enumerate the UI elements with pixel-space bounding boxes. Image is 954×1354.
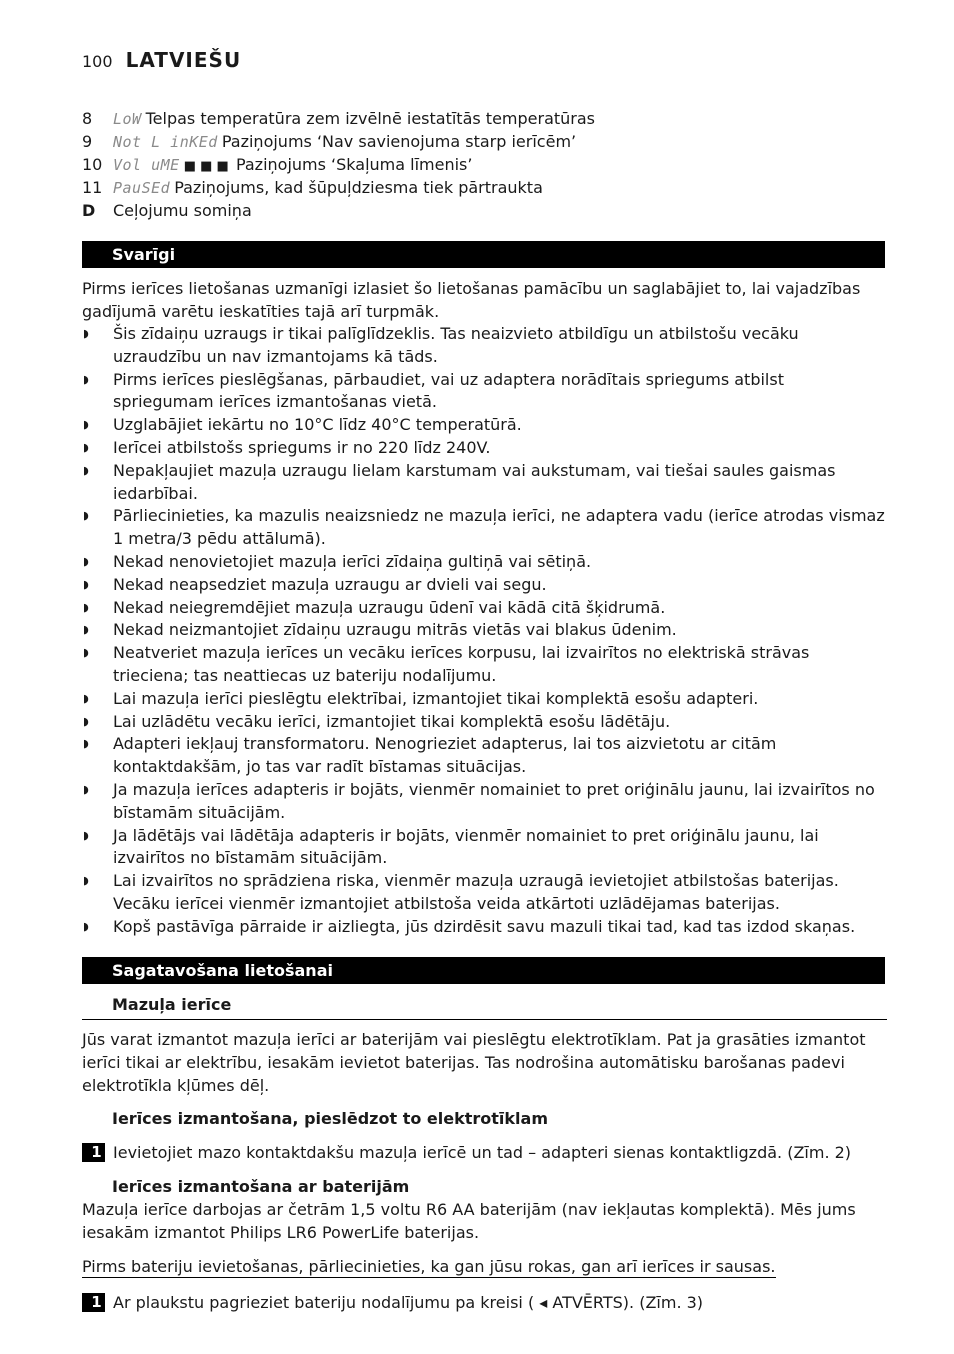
step-battery: [82, 1291, 882, 1314]
lcd-text: Not L inKEd: [113, 133, 218, 151]
bullet-marker-icon: ◗: [83, 554, 89, 568]
bullet-marker-icon: ◗: [83, 874, 89, 888]
step-text: Ar plaukstu pagrieziet bateriju nodalījumu pa kreisi ( ◂ ATVĒRTS). (Zīm. 3): [113, 1293, 704, 1312]
safety-bullet-list: [82, 323, 888, 939]
display-legend: [82, 107, 892, 222]
step-number-badge: 1: [82, 1293, 105, 1312]
bullet-marker-icon: ◗: [83, 418, 89, 432]
bullet-marker-icon: ◗: [83, 577, 89, 591]
dry-hands-warning: Pirms bateriju ievietošanas, pārliecinieties, ka gan jūsu rokas, gan arī ierīces ir sausas.: [82, 1257, 776, 1276]
list-item: ◗ Nepakļaujiet mazuļa uzraugu lielam karstumam vai aukstumam, vai tiešai saules gaismas iedarbībai.: [83, 460, 836, 503]
legend-text: Paziņojums ‘Skaļuma līmenis’: [235, 155, 473, 174]
bullet-marker-icon: ◗: [83, 509, 89, 523]
section-bar-important: Svarīgi: [82, 241, 885, 268]
step-text: Ievietojiet mazo kontaktdakšu mazuļa ierīcē un tad – adapteri sienas kontaktligzdā. (Zīm. 2): [113, 1143, 852, 1162]
legend-row: [82, 199, 892, 222]
list-item: ◗ Adapteri iekļauj transformatoru. Nenogrieziet adapterus, lai tos aizvietotu ar citām kontaktdakšām, jo tas var radīt bīstamas situācijas.: [83, 734, 777, 777]
bullet-marker-icon: ◗: [83, 646, 89, 660]
prep-intro: Jūs varat izmantot mazuļa ierīci ar baterijām vai pieslēgtu elektrotīklam. Pat ja grasāties izmantot ierīci tikai ar elektrību, iesakām ievietot baterijas. Tas nodrošina automātisku barošanas padevi elektrotīkla kļūmes dēļ.: [82, 1030, 866, 1095]
lcd-text: Vol uME: [113, 156, 180, 174]
list-item: ◗ Uzglabājiet iekārtu no 10°C līdz 40°C temperatūrā.: [82, 414, 888, 437]
lcd-text: PauSEd: [113, 179, 171, 197]
legend-text: Telpas temperatūra zem izvēlnē iestatītās temperatūras: [145, 109, 596, 128]
legend-key: 10: [82, 155, 103, 174]
list-item: ◗ Nekad neizmantojiet zīdaiņu uzraugu mitrās vietās vai blakus ūdenim.: [82, 619, 888, 642]
page-number: 100: [82, 52, 113, 71]
legend-key: D: [82, 201, 96, 220]
bullet-marker-icon: ◗: [83, 714, 89, 728]
legend-text: Ceļojumu somiņa: [113, 201, 252, 220]
volume-level-squares: ■ ■ ■: [183, 159, 229, 174]
step-mains: [82, 1141, 882, 1164]
legend-key: 8: [82, 109, 93, 128]
battery-text: Mazuļa ierīce darbojas ar četrām 1,5 voltu R6 AA baterijām (nav iekļautas komplektā). Mēs jums iesakām izmantot Philips LR6 PowerLife baterijas.: [82, 1200, 856, 1242]
list-item: ◗ Lai mazuļa ierīci pieslēgtu elektrībai, izmantojiet tikai komplektā esošu adapteri.: [82, 688, 888, 711]
bullet-marker-icon: ◗: [83, 600, 89, 614]
battery-heading: Ierīces izmantošana ar baterijām: [112, 1177, 410, 1196]
mains-heading: Ierīces izmantošana, pieslēdzot to elektrotīklam: [112, 1109, 548, 1128]
legend-text: Paziņojums ‘Nav savienojuma starp ierīcēm’: [221, 132, 577, 151]
subsection-title: Mazuļa ierīce: [112, 995, 232, 1014]
lcd-text: LoW: [113, 110, 142, 128]
bullet-marker-icon: ◗: [83, 463, 89, 477]
list-item: ◗ Pārliecinieties, ka mazulis neaizsniedz ne mazuļa ierīci, ne adaptera vadu (ierīce atrodas vismaz 1 metra/3 pēdu attālumā).: [83, 506, 885, 549]
page-header: [82, 48, 241, 72]
section-bar-preparation: Sagatavošana lietošanai: [82, 957, 885, 984]
legend-text: Paziņojums, kad šūpuļdziesma tiek pārtraukta: [174, 178, 543, 197]
language-title: LATVIEŠU: [125, 48, 242, 72]
list-item: ◗ Pirms ierīces pieslēgšanas, pārbaudiet, vai uz adaptera norādītais spriegums atbilst spriegumam ierīces izmantošanas vietā.: [83, 369, 784, 412]
list-item: ◗ Neatveriet mazuļa ierīces un vecāku ierīces korpusu, lai izvairītos no elektriskā strāvas trieciena; tas neattiecas uz bateriju nodalījumu.: [83, 643, 810, 685]
bullet-marker-icon: ◗: [83, 623, 89, 637]
bullet-marker-icon: ◗: [83, 327, 89, 340]
list-item: ◗ Nekad nenovietojiet mazuļa ierīci zīdaiņa gultiņā vai sētiņā.: [82, 551, 888, 574]
subsection-rule: [82, 1019, 887, 1020]
list-item: ◗ Kopš pastāvīga pārraide ir aizliegta, jūs dzirdēsit savu mazuli tikai tad, kad tas izdod skaņas.: [82, 916, 888, 939]
legend-row: [82, 176, 892, 199]
legend-row: [82, 153, 892, 176]
list-item: ◗ Nekad neapsedziet mazuļa uzraugu ar dvieli vai segu.: [82, 574, 888, 597]
legend-key: 9: [82, 132, 93, 151]
bullet-marker-icon: ◗: [83, 782, 89, 796]
legend-row: [82, 107, 892, 130]
list-item: ◗ Nekad neiegremdējiet mazuļa uzraugu ūdenī vai kādā citā šķidrumā.: [82, 597, 888, 620]
bullet-marker-icon: ◗: [83, 919, 89, 933]
bullet-marker-icon: ◗: [83, 372, 89, 386]
list-item: ◗ Šis zīdaiņu uzraugs ir tikai palīglīdzeklis. Tas neaizvieto atbildīgu un atbilstošu vecāku uzraudzību un nav izmantojams kā tāds.: [83, 324, 799, 366]
list-item: ◗ Lai uzlādētu vecāku ierīci, izmantojiet tikai komplektā esošu lādētāju.: [82, 711, 888, 734]
important-intro: Pirms ierīces lietošanas uzmanīgi izlasiet šo lietošanas pamācību un saglabājiet to, lai vajadzības gadījumā varētu ieskatīties tajā arī turpmāk.: [82, 279, 861, 321]
list-item: ◗ Lai izvairītos no sprādziena riska, vienmēr mazuļa uzraugā ievietojiet atbilstošas baterijas. Vecāku ierīcei vienmēr izmantojiet atbilstoša veida atkārtoti uzlādējamas baterijas.: [83, 871, 839, 913]
list-item: ◗ Ja lādētājs vai lādētāja adapteris ir bojāts, vienmēr nomainiet to pret oriģinālu jaunu, lai izvairītos no bīstamām situācijām.: [83, 825, 819, 868]
bullet-marker-icon: ◗: [83, 828, 89, 842]
legend-row: [82, 130, 892, 153]
step-number-badge: 1: [82, 1143, 105, 1162]
list-item: ◗ Ierīcei atbilstošs spriegums ir no 220 līdz 240V.: [82, 437, 888, 460]
bullet-marker-icon: ◗: [83, 737, 89, 751]
legend-key: 11: [82, 178, 103, 197]
bullet-marker-icon: ◗: [83, 440, 89, 454]
list-item: ◗ Ja mazuļa ierīces adapteris ir bojāts, vienmēr nomainiet to pret oriģinālu jaunu, lai izvairītos no bīstamām situācijām.: [83, 779, 875, 822]
bullet-marker-icon: ◗: [83, 691, 89, 705]
